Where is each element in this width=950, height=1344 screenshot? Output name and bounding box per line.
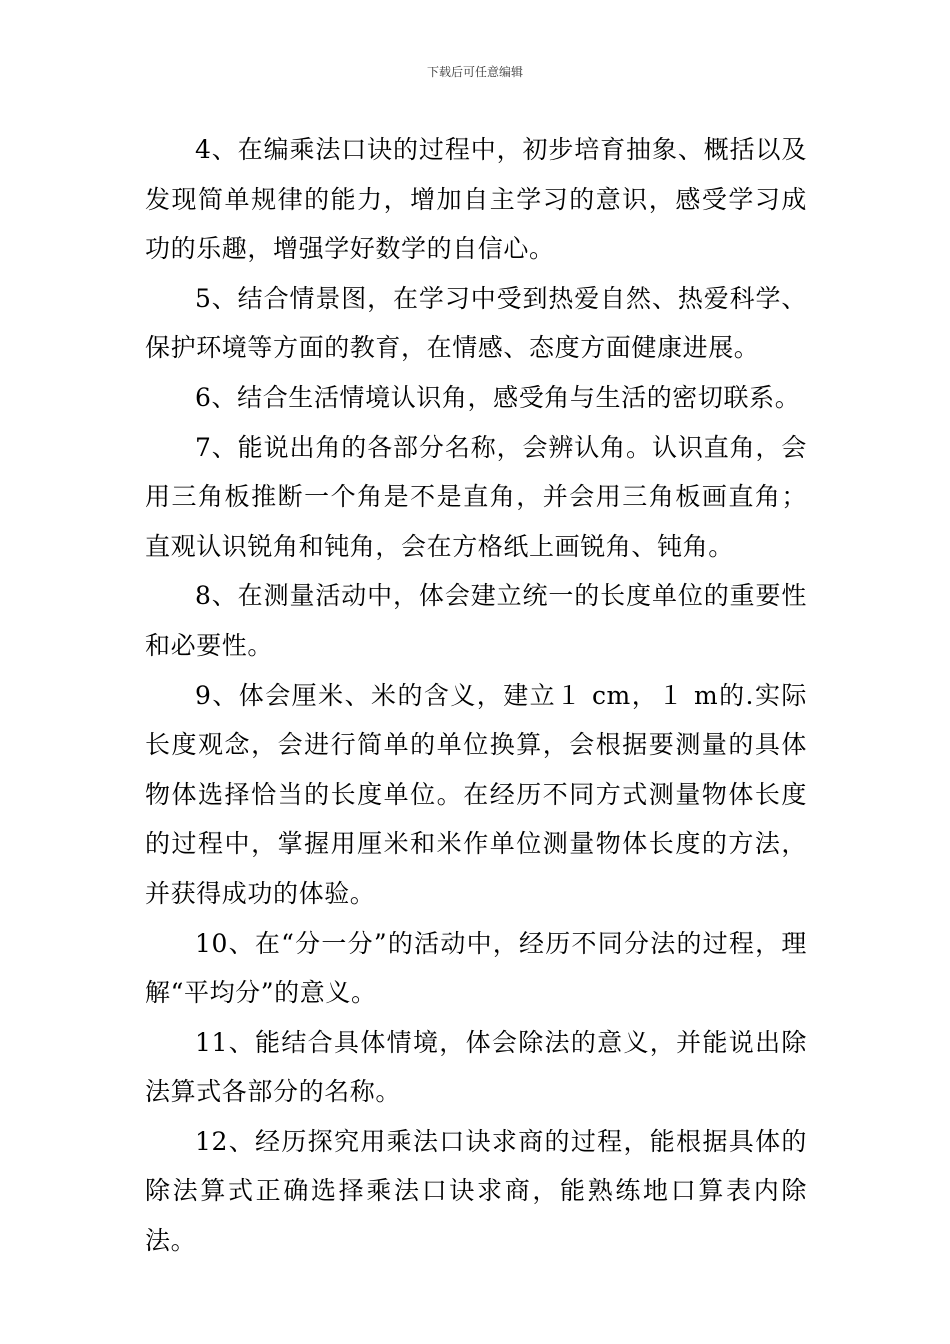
paragraph-item-11: 11、能结合具体情境，体会除法的意义，并能说出除法算式各部分的名称。 xyxy=(145,1027,807,1107)
paragraph-item-12: 12、经历探究用乘法口诀求商的过程，能根据具体的除法算式正确选择乘法口诀求商，能熟练地口算表内除法。 xyxy=(145,1126,807,1256)
paragraph-item-9: 9、体会厘米、米的含义，建立１ cm，１ m的.实际长度观念，会进行简单的单位换算，会根据要测量的具体物体选择恰当的长度单位。在经历不同方式测量物体长度的过程中，掌握用厘米和米作单位测量物体长度的方法，并获得成功的体验。 xyxy=(145,680,807,908)
paragraph-item-8: 8、在测量活动中，体会建立统一的长度单位的重要性和必要性。 xyxy=(145,581,807,660)
paragraph-item-7: 7、能说出角的各部分名称，会辨认角。认识直角，会用三角板推断一个角是不是直角，并会用三角板画直角；直观认识锐角和钝角，会在方格纸上画锐角、钝角。 xyxy=(145,432,807,561)
paragraph-item-5: 5、结合情景图，在学习中受到热爱自然、热爱科学、保护环境等方面的教育，在情感、态度方面健康进展。 xyxy=(145,283,807,363)
paragraph-item-6: 6、结合生活情境认识角，感受角与生活的密切联系。 xyxy=(195,382,801,412)
document-body xyxy=(145,125,807,1266)
paragraph-item-4: 4、在编乘法口诀的过程中，初步培育抽象、概括以及发现简单规律的能力，增加自主学习的意识，感受学习成功的乐趣，增强学好数学的自信心。 xyxy=(145,135,807,264)
paragraph-item-10: 10、在“分一分”的活动中，经历不同分法的过程，理解“平均分”的意义。 xyxy=(145,928,807,1008)
page-header-note: 下载后可任意编辑 xyxy=(426,65,523,79)
